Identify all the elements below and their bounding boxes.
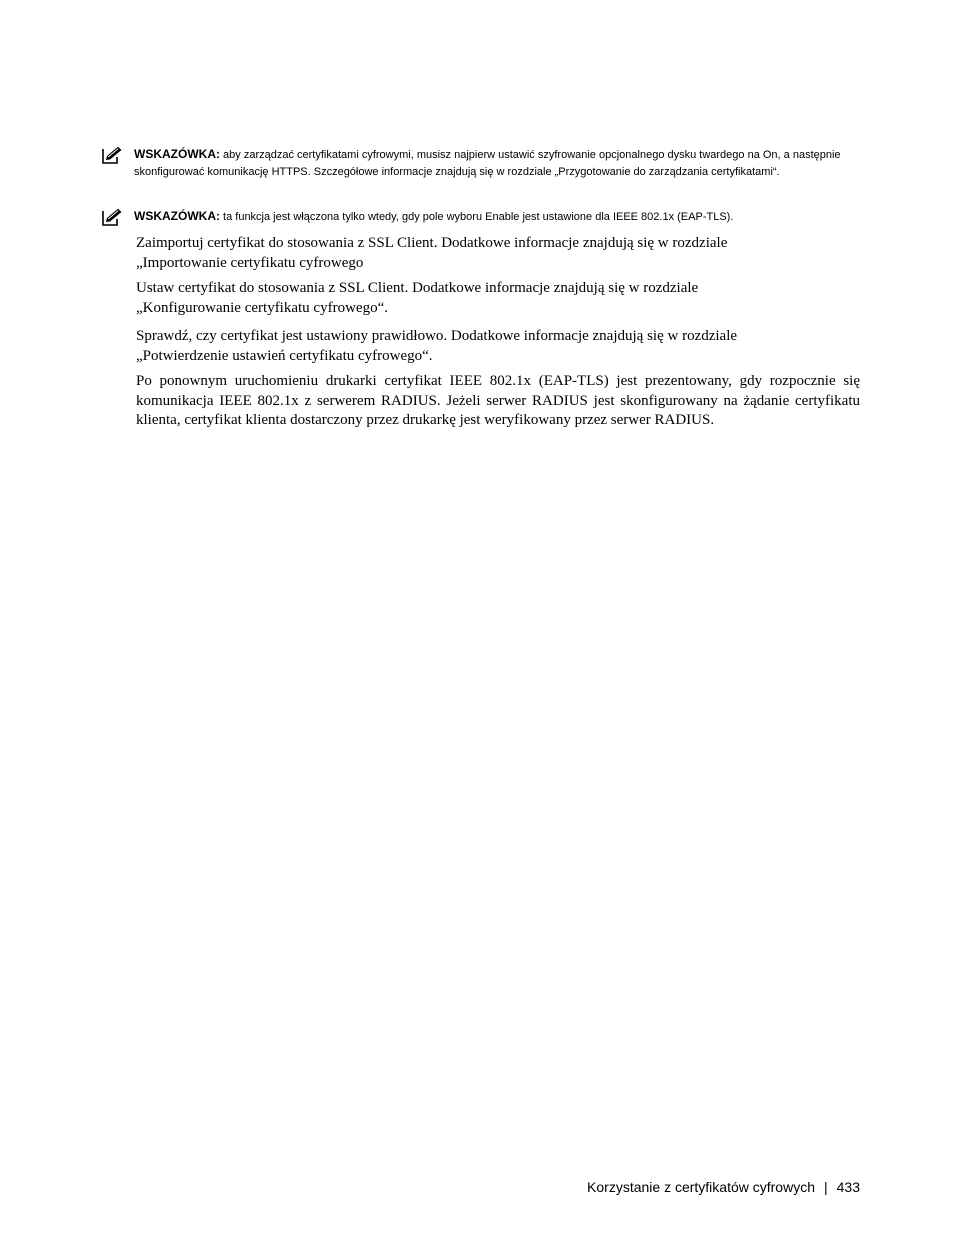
paragraph-line: Zaimportuj certyfikat do stosowania z SSL Client. Dodatkowe informacje znajdują się w rozdziale bbox=[136, 235, 728, 251]
footer-section-title: Korzystanie z certyfikatów cyfrowych bbox=[587, 1179, 815, 1195]
paragraph-radius-info: Po ponownym uruchomieniu drukarki certyfikat IEEE 802.1x (EAP-TLS) jest prezentowany, gdy rozpocznie się komunikacja IEEE 802.1x z serwerem RADIUS. Jeżeli serwer RADIUS jest skonfigurowany na żądanie certyfikatu klienta, certyfikat klienta dostarczony przez drukarkę jest weryfikowany przez serwer RADIUS. bbox=[136, 373, 860, 428]
note-2 bbox=[102, 208, 862, 226]
paragraph-import-certificate bbox=[136, 234, 860, 273]
note-2-body: ta funkcja jest włączona tylko wtedy, gdy pole wyboru Enable jest ustawione dla IEEE 802.1x (EAP-TLS). bbox=[219, 211, 734, 223]
paragraph-line: „Potwierdzenie ustawień certyfikatu cyfrowego“. bbox=[136, 347, 433, 364]
paragraph-configure-certificate bbox=[136, 279, 860, 318]
note-1-label: WSKAZÓWKA: bbox=[134, 147, 220, 161]
paragraph-line: Sprawdź, czy certyfikat jest ustawiony prawidłowo. Dodatkowe informacje znajdują się w rozdziale bbox=[136, 328, 738, 344]
paragraph-line: Ustaw certyfikat do stosowania z SSL Client. Dodatkowe informacje znajdują się w rozdziale bbox=[136, 280, 699, 296]
paragraph-line: „Importowanie certyfikatu cyfrowego bbox=[136, 254, 364, 271]
paragraph-verify-certificate bbox=[136, 327, 860, 366]
note-2-text bbox=[134, 208, 862, 226]
pencil-note-icon bbox=[102, 146, 124, 164]
footer-separator: | bbox=[824, 1179, 828, 1195]
note-1 bbox=[102, 146, 862, 181]
note-1-text bbox=[134, 146, 862, 181]
page-number: 433 bbox=[836, 1179, 860, 1195]
pencil-note-icon bbox=[102, 208, 124, 226]
paragraph-line: „Konfigurowanie certyfikatu cyfrowego“. bbox=[136, 299, 388, 316]
page-footer bbox=[587, 1177, 860, 1197]
note-1-body: aby zarządzać certyfikatami cyfrowymi, musisz najpierw ustawić szyfrowanie opcjonalnego dysku twardego na On, a następnie skonfigurować komunikację HTTPS. Szczegółowe informacje znajdują się w rozdziale „Przygotowanie do zarządzania certyfikatami“. bbox=[134, 149, 841, 178]
note-2-label: WSKAZÓWKA: bbox=[134, 209, 220, 223]
